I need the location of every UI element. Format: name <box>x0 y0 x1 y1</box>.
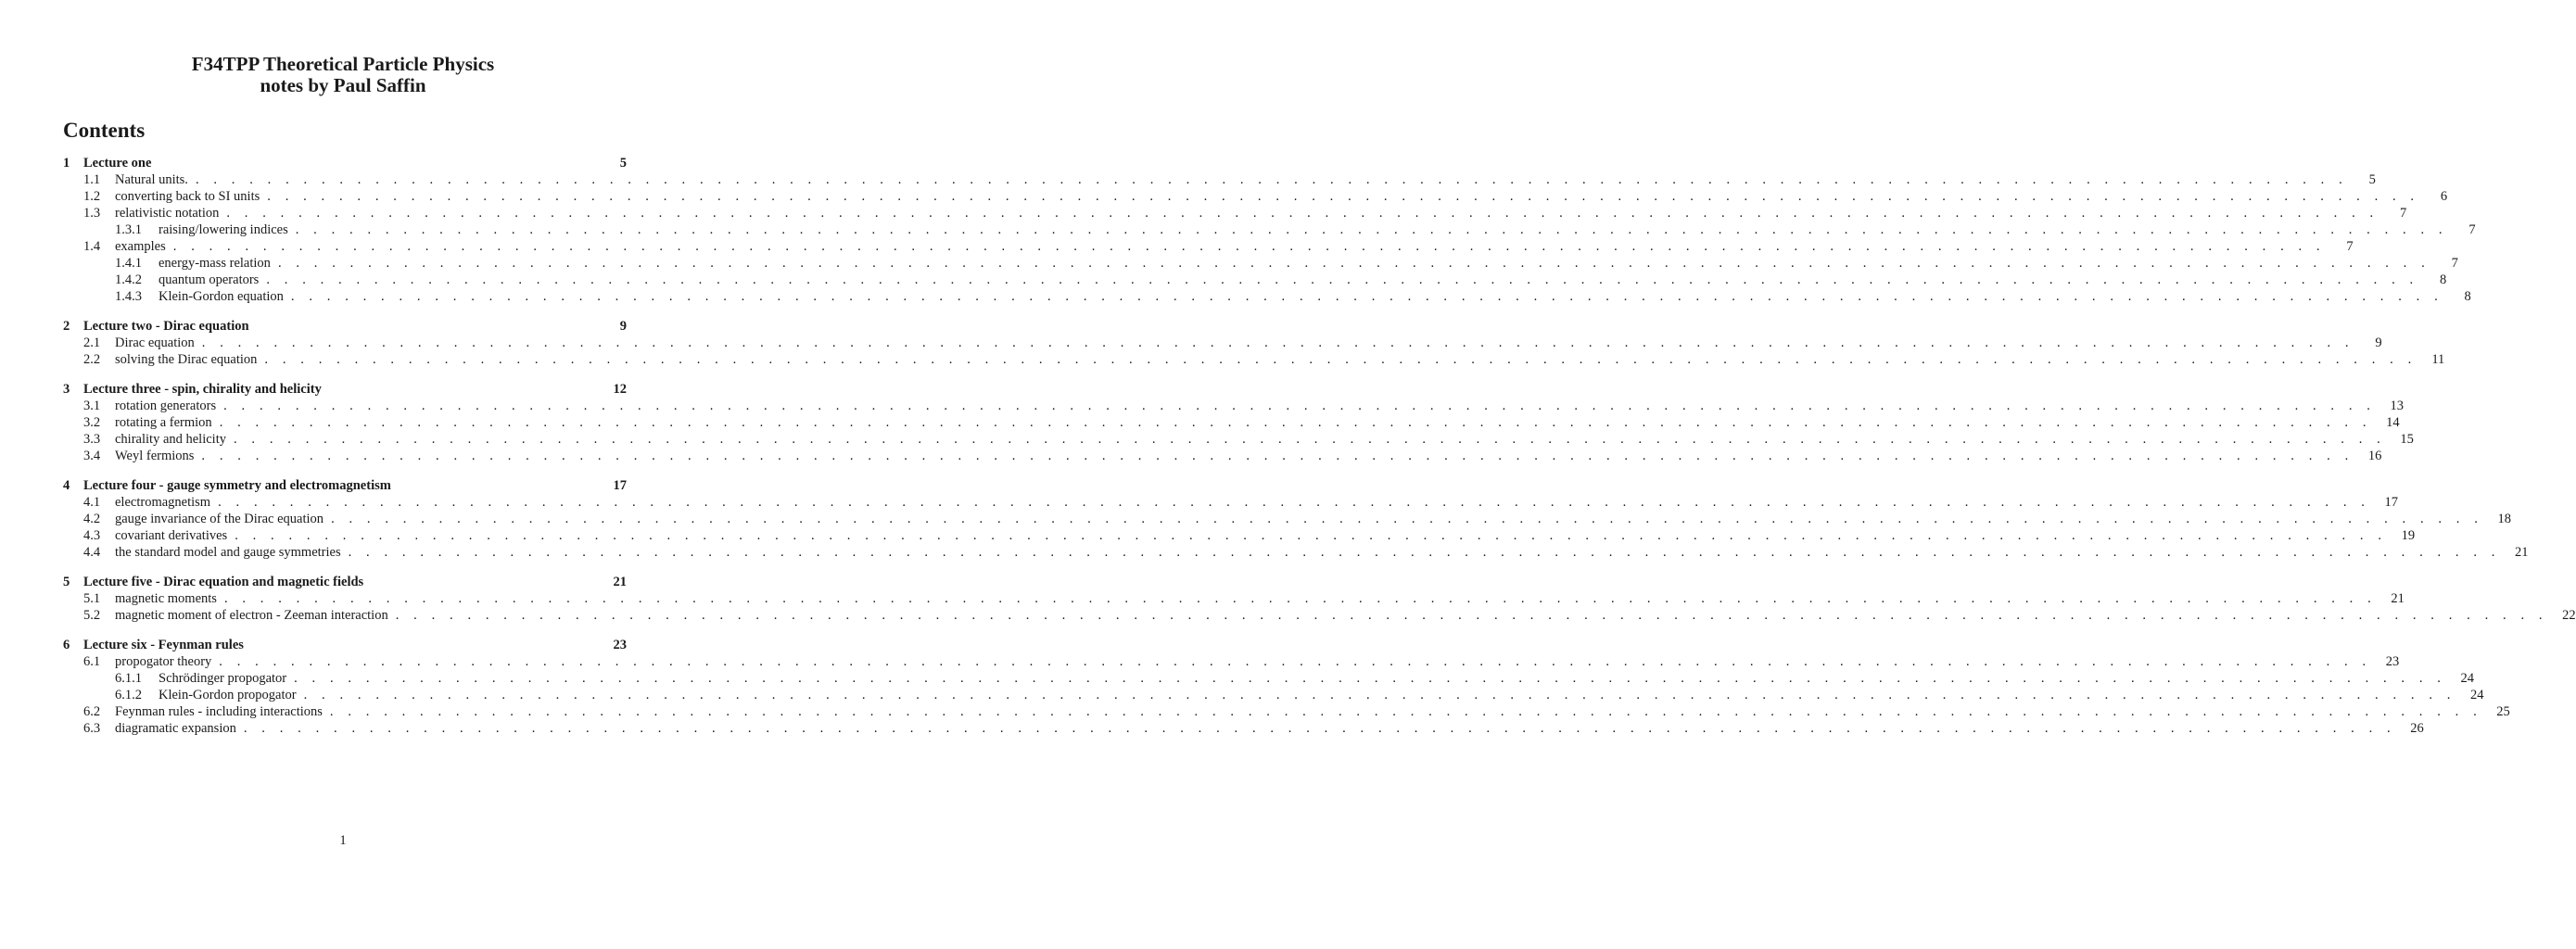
entry-title: Weyl fermions <box>115 449 195 463</box>
entry-number: 5.2 <box>83 608 101 623</box>
entry-page-number: 21 <box>2515 545 2529 560</box>
entry-number: 1.4.1 <box>115 256 142 271</box>
toc-chapter-row[interactable] <box>63 574 627 590</box>
toc-subsection-row[interactable] <box>63 687 2484 703</box>
table-of-contents <box>63 155 2576 750</box>
entry-title: Schrödinger propogator <box>159 671 287 686</box>
entry-title: raising/lowering indices <box>159 222 288 237</box>
dot-leader: . . . . . . . . . . . . . . . . . . . . . . . . . . . . . . . . . . . . . . . . . . . . . . . . . . . . . . . . . . . . . . . . . . . . . . . . . . . . . . . . . . . . . . . . . . . . . . . . . . . . . . . . . . . . . . . . . . . . . . . . <box>264 352 2417 367</box>
entry-page-number: 13 <box>2390 399 2405 413</box>
entry-page-number: 7 <box>2346 239 2354 254</box>
toc-section-row[interactable] <box>63 335 2382 351</box>
entry-page-number: 7 <box>2468 222 2476 237</box>
entry-number: 1.3.1 <box>115 222 142 237</box>
dot-leader: . . . . . . . . . . . . . . . . . . . . . . . . . . . . . . . . . . . . . . . . . . . . . . . . . . . . . . . . . . . . . . . . . . . . . . . . . . . . . . . . . . . . . . . . . . . . . . . . . . . . . . . . . . . . . . . . . . . . . . . . <box>195 172 2348 187</box>
entry-number: 4.2 <box>83 512 101 526</box>
chapter-number: 1 <box>63 156 70 171</box>
chapter-number: 5 <box>63 575 70 589</box>
entry-number: 4.4 <box>83 545 101 560</box>
entry-title: Dirac equation <box>115 335 195 350</box>
entry-page-number: 15 <box>2400 432 2414 447</box>
toc-section-row[interactable] <box>63 205 2407 221</box>
chapter-title: Lecture five - Dirac equation and magnetic fields <box>83 575 364 589</box>
entry-number: 3.1 <box>83 399 101 413</box>
chapter-title: Lecture six - Feynman rules <box>83 638 244 652</box>
toc-section-row[interactable] <box>63 703 2510 720</box>
entry-title: the standard model and gauge symmetries <box>115 545 341 560</box>
dot-leader: . . . . . . . . . . . . . . . . . . . . . . . . . . . . . . . . . . . . . . . . . . . . . . . . . . . . . . . . . . . . . . . . . . . . . . . . . . . . . . . . . . . . . . . . . . . . . . . . . . . . . . . . . . . . . . . . . . . . . . . . <box>290 289 2443 304</box>
entry-number: 1.4 <box>83 239 101 254</box>
entry-page-number: 24 <box>2460 671 2475 686</box>
chapter-title: Lecture four - gauge symmetry and electromagnetism <box>83 478 391 493</box>
dot-leader: . . . . . . . . . . . . . . . . . . . . . . . . . . . . . . . . . . . . . . . . . . . . . . . . . . . . . . . . . . . . . . . . . . . . . . . . . . . . . . . . . . . . . . . . . . . . . . . . . . . . . . . . . . . . . . . . . . . . . . . . <box>234 432 2386 447</box>
toc-section-row[interactable] <box>63 171 2376 188</box>
dot-leader: . . . . . . . . . . . . . . . . . . . . . . . . . . . . . . . . . . . . . . . . . . . . . . . . . . . . . . . . . . . . . . . . . . . . . . . . . . . . . . . . . . . . . . . . . . . . . . . . . . . . . . . . . . . . . . . . . . . . . . . . <box>235 528 2388 543</box>
toc-section-row[interactable] <box>63 607 2576 624</box>
entry-page-number: 24 <box>2469 688 2484 702</box>
entry-page-number: 21 <box>2391 591 2405 606</box>
toc-chapter <box>63 637 2510 737</box>
chapter-number: 6 <box>63 638 70 652</box>
title-line-1: F34TPP Theoretical Particle Physics <box>191 53 495 75</box>
dot-leader: . . . . . . . . . . . . . . . . . . . . . . . . . . . . . . . . . . . . . . . . . . . . . . . . . . . . . . . . . . . . . . . . . . . . . . . . . . . . . . . . . . . . . . . . . . . . . . . . . . . . . . . . . . . . . . . . . . . . . . . . <box>348 545 2501 560</box>
toc-section-row[interactable] <box>63 511 2511 527</box>
entry-title: quantum operators <box>159 272 260 287</box>
entry-number: 6.1.1 <box>115 671 142 686</box>
dot-leader: . . . . . . . . . . . . . . . . . . . . . . . . . . . . . . . . . . . . . . . . . . . . . . . . . . . . . . . . . . . . . . . . . . . . . . . . . . . . . . . . . . . . . . . . . . . . . . . . . . . . . . . . . . . . . . . . . . . . . . . . <box>295 222 2448 237</box>
toc-subsection-row[interactable] <box>63 272 2447 288</box>
dot-leader: . . . . . . . . . . . . . . . . . . . . . . . . . . . . . . . . . . . . . . . . . . . . . . . . . . . . . . . . . . . . . . . . . . . . . . . . . . . . . . . . . . . . . . . . . . . . . . . . . . . . . . . . . . . . . . . . . . . . . . . . <box>331 512 2483 526</box>
toc-chapter <box>63 155 2476 305</box>
chapter-title: Lecture three - spin, chirality and helicity <box>83 382 322 397</box>
page-number: 1 <box>339 833 347 848</box>
toc-section-row[interactable] <box>63 351 2445 368</box>
entry-title: relativistic notation <box>115 206 220 221</box>
toc-section-row[interactable] <box>63 431 2414 448</box>
entry-number: 5.1 <box>83 591 101 606</box>
toc-section-row[interactable] <box>63 398 2405 414</box>
entry-number: 2.1 <box>83 335 101 350</box>
entry-title: gauge invariance of the Dirac equation <box>115 512 324 526</box>
chapter-page-number: 23 <box>613 638 627 652</box>
entry-title: converting back to SI units <box>115 189 260 204</box>
entry-title: rotating a fermion <box>115 415 212 430</box>
dot-leader: . . . . . . . . . . . . . . . . . . . . . . . . . . . . . . . . . . . . . . . . . . . . . . . . . . . . . . . . . . . . . . . . . . . . . . . . . . . . . . . . . . . . . . . . . . . . . . . . . . . . . . . . . . . . . . . . . . . . . . . . <box>226 206 2379 221</box>
entry-title: magnetic moment of electron - Zeeman interaction <box>115 608 388 623</box>
toc-subsection-row[interactable] <box>63 221 2476 238</box>
entry-number: 6.1.2 <box>115 688 142 702</box>
chapter-page-number: 12 <box>613 382 627 397</box>
entry-page-number: 11 <box>2431 352 2445 367</box>
toc-section-row[interactable] <box>63 414 2400 431</box>
toc-section-row[interactable] <box>63 448 2382 464</box>
entry-page-number: 18 <box>2497 512 2511 526</box>
entry-page-number: 7 <box>2451 256 2458 271</box>
toc-chapter <box>63 318 2445 368</box>
dot-leader: . . . . . . . . . . . . . . . . . . . . . . . . . . . . . . . . . . . . . . . . . . . . . . . . . . . . . . . . . . . . . . . . . . . . . . . . . . . . . . . . . . . . . . . . . . . . . . . . . . . . . . . . . . . . . . . . . . . . . . . . <box>172 239 2326 254</box>
dot-leader: . . . . . . . . . . . . . . . . . . . . . . . . . . . . . . . . . . . . . . . . . . . . . . . . . . . . . . . . . . . . . . . . . . . . . . . . . . . . . . . . . . . . . . . . . . . . . . . . . . . . . . . . . . . . . . . . . . . . . . . . <box>243 721 2396 736</box>
entry-number: 1.4.2 <box>115 272 142 287</box>
entry-page-number: 17 <box>2384 495 2398 510</box>
entry-title: magnetic moments <box>115 591 217 606</box>
entry-number: 3.2 <box>83 415 101 430</box>
chapter-page-number: 9 <box>619 319 627 334</box>
entry-page-number: 16 <box>2367 449 2382 463</box>
chapter-title: Lecture two - Dirac equation <box>83 319 249 334</box>
entry-page-number: 6 <box>2440 189 2448 204</box>
toc-section-row[interactable] <box>63 527 2416 544</box>
chapter-number: 4 <box>63 478 70 493</box>
dot-leader: . . . . . . . . . . . . . . . . . . . . . . . . . . . . . . . . . . . . . . . . . . . . . . . . . . . . . . . . . . . . . . . . . . . . . . . . . . . . . . . . . . . . . . . . . . . . . . . . . . . . . . . . . . . . . . . . . . . . . . . . <box>201 335 2354 350</box>
chapter-number: 2 <box>63 319 70 334</box>
entry-page-number: 8 <box>2439 272 2447 287</box>
entry-title: energy-mass relation <box>159 256 271 271</box>
chapter-number: 3 <box>63 382 70 397</box>
entry-number: 2.2 <box>83 352 101 367</box>
entry-page-number: 14 <box>2386 415 2400 430</box>
toc-subsection-row[interactable] <box>63 288 2471 305</box>
toc-chapter-row[interactable] <box>63 155 627 171</box>
entry-page-number: 25 <box>2496 704 2510 719</box>
dot-leader: . . . . . . . . . . . . . . . . . . . . . . . . . . . . . . . . . . . . . . . . . . . . . . . . . . . . . . . . . . . . . . . . . . . . . . . . . . . . . . . . . . . . . . . . . . . . . . . . . . . . . . . . . . . . . . . . . . . . . . . . <box>218 495 2370 510</box>
chapter-page-number: 17 <box>613 478 627 493</box>
entry-number: 4.3 <box>83 528 101 543</box>
toc-section-row[interactable] <box>63 653 2400 670</box>
dot-leader: . . . . . . . . . . . . . . . . . . . . . . . . . . . . . . . . . . . . . . . . . . . . . . . . . . . . . . . . . . . . . . . . . . . . . . . . . . . . . . . . . . . . . . . . . . . . . . . . . . . . . . . . . . . . . . . . . . . . . . . . <box>395 608 2548 623</box>
dot-leader: . . . . . . . . . . . . . . . . . . . . . . . . . . . . . . . . . . . . . . . . . . . . . . . . . . . . . . . . . . . . . . . . . . . . . . . . . . . . . . . . . . . . . . . . . . . . . . . . . . . . . . . . . . . . . . . . . . . . . . . . <box>201 449 2354 463</box>
toc-section-row[interactable] <box>63 720 2424 737</box>
dot-leader: . . . . . . . . . . . . . . . . . . . . . . . . . . . . . . . . . . . . . . . . . . . . . . . . . . . . . . . . . . . . . . . . . . . . . . . . . . . . . . . . . . . . . . . . . . . . . . . . . . . . . . . . . . . . . . . . . . . . . . . . <box>219 654 2372 669</box>
entry-title: Feynman rules - including interactions <box>115 704 323 719</box>
entry-page-number: 9 <box>2375 335 2382 350</box>
toc-chapter <box>63 477 2529 561</box>
toc-section-row[interactable] <box>63 188 2448 205</box>
dot-leader: . . . . . . . . . . . . . . . . . . . . . . . . . . . . . . . . . . . . . . . . . . . . . . . . . . . . . . . . . . . . . . . . . . . . . . . . . . . . . . . . . . . . . . . . . . . . . . . . . . . . . . . . . . . . . . . . . . . . . . . . <box>223 591 2377 606</box>
entry-number: 1.3 <box>83 206 101 221</box>
entry-title: Klein-Gordon propogator <box>159 688 297 702</box>
entry-title: diagramatic expansion <box>115 721 236 736</box>
entry-number: 6.3 <box>83 721 101 736</box>
toc-chapter <box>63 574 2576 624</box>
entry-number: 1.2 <box>83 189 101 204</box>
entry-title: propogator theory <box>115 654 212 669</box>
toc-chapter <box>63 381 2414 464</box>
document-title <box>0 54 686 96</box>
entry-number: 1.1 <box>83 172 101 187</box>
toc-subsection-row[interactable] <box>63 670 2475 687</box>
dot-leader: . . . . . . . . . . . . . . . . . . . . . . . . . . . . . . . . . . . . . . . . . . . . . . . . . . . . . . . . . . . . . . . . . . . . . . . . . . . . . . . . . . . . . . . . . . . . . . . . . . . . . . . . . . . . . . . . . . . . . . . . <box>294 671 2447 686</box>
toc-section-row[interactable] <box>63 238 2354 255</box>
entry-page-number: 19 <box>2401 528 2416 543</box>
toc-chapter-row[interactable] <box>63 637 627 653</box>
entry-title: examples <box>115 239 166 254</box>
dot-leader: . . . . . . . . . . . . . . . . . . . . . . . . . . . . . . . . . . . . . . . . . . . . . . . . . . . . . . . . . . . . . . . . . . . . . . . . . . . . . . . . . . . . . . . . . . . . . . . . . . . . . . . . . . . . . . . . . . . . . . . . <box>267 189 2420 204</box>
entry-page-number: 5 <box>2368 172 2376 187</box>
entry-number: 3.4 <box>83 449 101 463</box>
title-line-2: notes by Paul Saffin <box>260 74 426 96</box>
entry-page-number: 23 <box>2385 654 2400 669</box>
toc-chapter-row[interactable] <box>63 477 627 494</box>
toc-chapter-row[interactable] <box>63 318 627 335</box>
entry-number: 6.1 <box>83 654 101 669</box>
dot-leader: . . . . . . . . . . . . . . . . . . . . . . . . . . . . . . . . . . . . . . . . . . . . . . . . . . . . . . . . . . . . . . . . . . . . . . . . . . . . . . . . . . . . . . . . . . . . . . . . . . . . . . . . . . . . . . . . . . . . . . . . <box>223 399 2377 413</box>
entry-title: solving the Dirac equation <box>115 352 258 367</box>
chapter-title: Lecture one <box>83 156 152 171</box>
entry-title: electromagnetism <box>115 495 211 510</box>
dot-leader: . . . . . . . . . . . . . . . . . . . . . . . . . . . . . . . . . . . . . . . . . . . . . . . . . . . . . . . . . . . . . . . . . . . . . . . . . . . . . . . . . . . . . . . . . . . . . . . . . . . . . . . . . . . . . . . . . . . . . . . . <box>266 272 2419 287</box>
toc-section-row[interactable] <box>63 590 2405 607</box>
entry-title: rotation generators <box>115 399 217 413</box>
entry-page-number: 7 <box>2400 206 2407 221</box>
entry-number: 1.4.3 <box>115 289 142 304</box>
chapter-page-number: 21 <box>613 575 627 589</box>
chapter-page-number: 5 <box>619 156 627 171</box>
entry-title: Natural units. <box>115 172 188 187</box>
toc-section-row[interactable] <box>63 494 2398 511</box>
dot-leader: . . . . . . . . . . . . . . . . . . . . . . . . . . . . . . . . . . . . . . . . . . . . . . . . . . . . . . . . . . . . . . . . . . . . . . . . . . . . . . . . . . . . . . . . . . . . . . . . . . . . . . . . . . . . . . . . . . . . . . . . <box>329 704 2482 719</box>
entry-number: 4.1 <box>83 495 101 510</box>
toc-chapter-row[interactable] <box>63 381 627 398</box>
toc-subsection-row[interactable] <box>63 255 2458 272</box>
contents-heading: Contents <box>63 119 146 142</box>
entry-number: 3.3 <box>83 432 101 447</box>
dot-leader: . . . . . . . . . . . . . . . . . . . . . . . . . . . . . . . . . . . . . . . . . . . . . . . . . . . . . . . . . . . . . . . . . . . . . . . . . . . . . . . . . . . . . . . . . . . . . . . . . . . . . . . . . . . . . . . . . . . . . . . . <box>303 688 2456 702</box>
entry-page-number: 26 <box>2410 721 2424 736</box>
entry-title: chirality and helicity <box>115 432 226 447</box>
entry-number: 6.2 <box>83 704 101 719</box>
dot-leader: . . . . . . . . . . . . . . . . . . . . . . . . . . . . . . . . . . . . . . . . . . . . . . . . . . . . . . . . . . . . . . . . . . . . . . . . . . . . . . . . . . . . . . . . . . . . . . . . . . . . . . . . . . . . . . . . . . . . . . . . <box>277 256 2430 271</box>
dot-leader: . . . . . . . . . . . . . . . . . . . . . . . . . . . . . . . . . . . . . . . . . . . . . . . . . . . . . . . . . . . . . . . . . . . . . . . . . . . . . . . . . . . . . . . . . . . . . . . . . . . . . . . . . . . . . . . . . . . . . . . . <box>219 415 2372 430</box>
entry-page-number: 8 <box>2464 289 2471 304</box>
entry-title: covariant derivatives <box>115 528 228 543</box>
entry-title: Klein-Gordon equation <box>159 289 284 304</box>
entry-page-number: 22 <box>2562 608 2576 623</box>
toc-section-row[interactable] <box>63 544 2529 561</box>
